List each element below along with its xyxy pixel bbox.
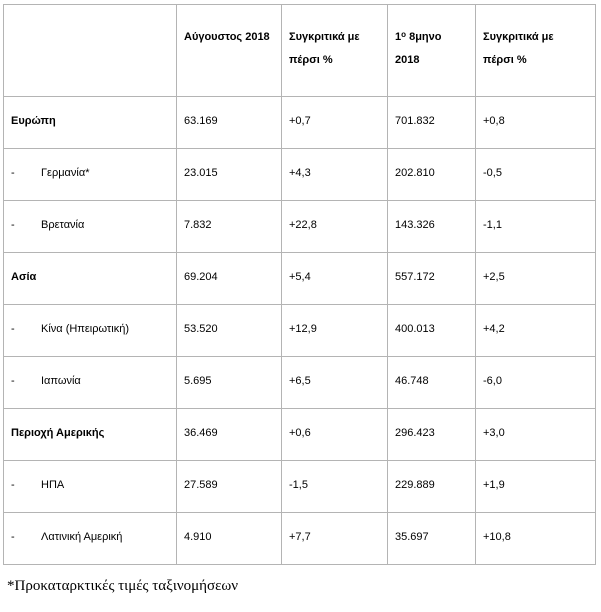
value-cell — [177, 305, 282, 357]
eight-month-change: -1,1 — [483, 219, 502, 231]
table-row — [4, 201, 596, 253]
value-cell — [177, 461, 282, 513]
august-value: 69.204 — [184, 271, 218, 283]
eight-month-change: +0,8 — [483, 115, 505, 127]
header-region — [4, 5, 177, 97]
value-cell — [282, 305, 388, 357]
value-cell — [177, 357, 282, 409]
august-value: 23.015 — [184, 167, 218, 179]
list-dash: - — [11, 323, 15, 335]
value-cell — [476, 201, 596, 253]
value-cell — [388, 461, 476, 513]
eight-month-change: -0,5 — [483, 167, 502, 179]
value-cell — [282, 97, 388, 149]
country-cell — [4, 461, 177, 513]
august-value: 27.589 — [184, 479, 218, 491]
header-change-august-line1: Συγκριτικά με — [289, 31, 360, 43]
august-change: +12,9 — [289, 323, 317, 335]
eight-month-value: 229.889 — [395, 479, 435, 491]
value-cell — [476, 513, 596, 565]
country-name: Ιαπωνία — [41, 375, 81, 387]
sales-table — [3, 4, 596, 565]
table-row — [4, 305, 596, 357]
value-cell — [177, 513, 282, 565]
august-value: 63.169 — [184, 115, 218, 127]
header-change-eight-month-line1: Συγκριτικά με — [483, 31, 554, 43]
table-header-row — [4, 5, 596, 97]
header-august-2018-label: Αύγουστος 2018 — [184, 31, 270, 43]
value-cell — [388, 409, 476, 461]
value-cell — [476, 409, 596, 461]
country-cell — [4, 149, 177, 201]
header-eight-month-year: 2018 — [395, 54, 420, 66]
eight-month-value: 46.748 — [395, 375, 429, 387]
august-change: +4,3 — [289, 167, 311, 179]
august-change: +7,7 — [289, 531, 311, 543]
header-eight-month-label: 8μηνο — [406, 31, 442, 43]
value-cell — [476, 305, 596, 357]
country-cell — [4, 513, 177, 565]
table-row — [4, 513, 596, 565]
august-value: 36.469 — [184, 427, 218, 439]
value-cell — [177, 409, 282, 461]
header-eight-month-ordinal: ο — [401, 30, 407, 39]
august-value: 7.832 — [184, 219, 212, 231]
list-dash: - — [11, 219, 15, 231]
value-cell — [177, 201, 282, 253]
header-eight-month — [388, 5, 476, 97]
region-cell — [4, 97, 177, 149]
region-name: Περιοχή Αμερικής — [11, 427, 105, 439]
august-change: +6,5 — [289, 375, 311, 387]
august-change: -1,5 — [289, 479, 308, 491]
eight-month-change: +10,8 — [483, 531, 511, 543]
value-cell — [388, 357, 476, 409]
value-cell — [476, 97, 596, 149]
eight-month-value: 35.697 — [395, 531, 429, 543]
eight-month-change: +4,2 — [483, 323, 505, 335]
country-name: Βρετανία — [41, 219, 85, 231]
value-cell — [282, 149, 388, 201]
august-value: 5.695 — [184, 375, 212, 387]
value-cell — [388, 201, 476, 253]
header-change-eight-month-line2: πέρσι % — [483, 54, 527, 66]
value-cell — [476, 357, 596, 409]
value-cell — [177, 149, 282, 201]
august-change: +22,8 — [289, 219, 317, 231]
value-cell — [177, 97, 282, 149]
value-cell — [388, 149, 476, 201]
eight-month-change: -6,0 — [483, 375, 502, 387]
value-cell — [388, 97, 476, 149]
eight-month-change: +2,5 — [483, 271, 505, 283]
table-row — [4, 149, 596, 201]
country-name: Λατινική Αμερική — [41, 531, 123, 543]
eight-month-change: +1,9 — [483, 479, 505, 491]
header-eight-month-number: 1 — [395, 31, 402, 43]
eight-month-change: +3,0 — [483, 427, 505, 439]
header-change-eight-month — [476, 5, 596, 97]
august-value: 53.520 — [184, 323, 218, 335]
eight-month-value: 400.013 — [395, 323, 435, 335]
value-cell — [388, 305, 476, 357]
value-cell — [282, 513, 388, 565]
value-cell — [476, 253, 596, 305]
header-change-august — [282, 5, 388, 97]
table-row — [4, 97, 596, 149]
eight-month-value: 143.326 — [395, 219, 435, 231]
country-cell — [4, 357, 177, 409]
region-cell — [4, 409, 177, 461]
eight-month-value: 296.423 — [395, 427, 435, 439]
table-row — [4, 357, 596, 409]
header-august-2018 — [177, 5, 282, 97]
table-row — [4, 461, 596, 513]
eight-month-value: 701.832 — [395, 115, 435, 127]
footnote: *Προκαταρκτικές τιμές ταξινομήσεων — [7, 578, 239, 594]
region-cell — [4, 253, 177, 305]
region-name: Ασία — [11, 271, 37, 283]
header-change-august-line2: πέρσι % — [289, 54, 333, 66]
eight-month-value: 202.810 — [395, 167, 435, 179]
country-name: Γερμανία* — [41, 167, 90, 179]
country-name: Κίνα (Ηπειρωτική) — [41, 323, 129, 335]
country-cell — [4, 201, 177, 253]
august-change: +5,4 — [289, 271, 311, 283]
eight-month-value: 557.172 — [395, 271, 435, 283]
list-dash: - — [11, 531, 15, 543]
value-cell — [476, 461, 596, 513]
august-change: +0,6 — [289, 427, 311, 439]
value-cell — [388, 513, 476, 565]
country-cell — [4, 305, 177, 357]
value-cell — [282, 409, 388, 461]
august-value: 4.910 — [184, 531, 212, 543]
table-row — [4, 409, 596, 461]
value-cell — [282, 253, 388, 305]
value-cell — [177, 253, 282, 305]
value-cell — [282, 461, 388, 513]
list-dash: - — [11, 479, 15, 491]
country-name: ΗΠΑ — [41, 479, 65, 491]
list-dash: - — [11, 167, 15, 179]
value-cell — [388, 253, 476, 305]
august-change: +0,7 — [289, 115, 311, 127]
region-name: Ευρώπη — [11, 115, 56, 127]
value-cell — [282, 201, 388, 253]
value-cell — [476, 149, 596, 201]
table-row — [4, 253, 596, 305]
value-cell — [282, 357, 388, 409]
list-dash: - — [11, 375, 15, 387]
